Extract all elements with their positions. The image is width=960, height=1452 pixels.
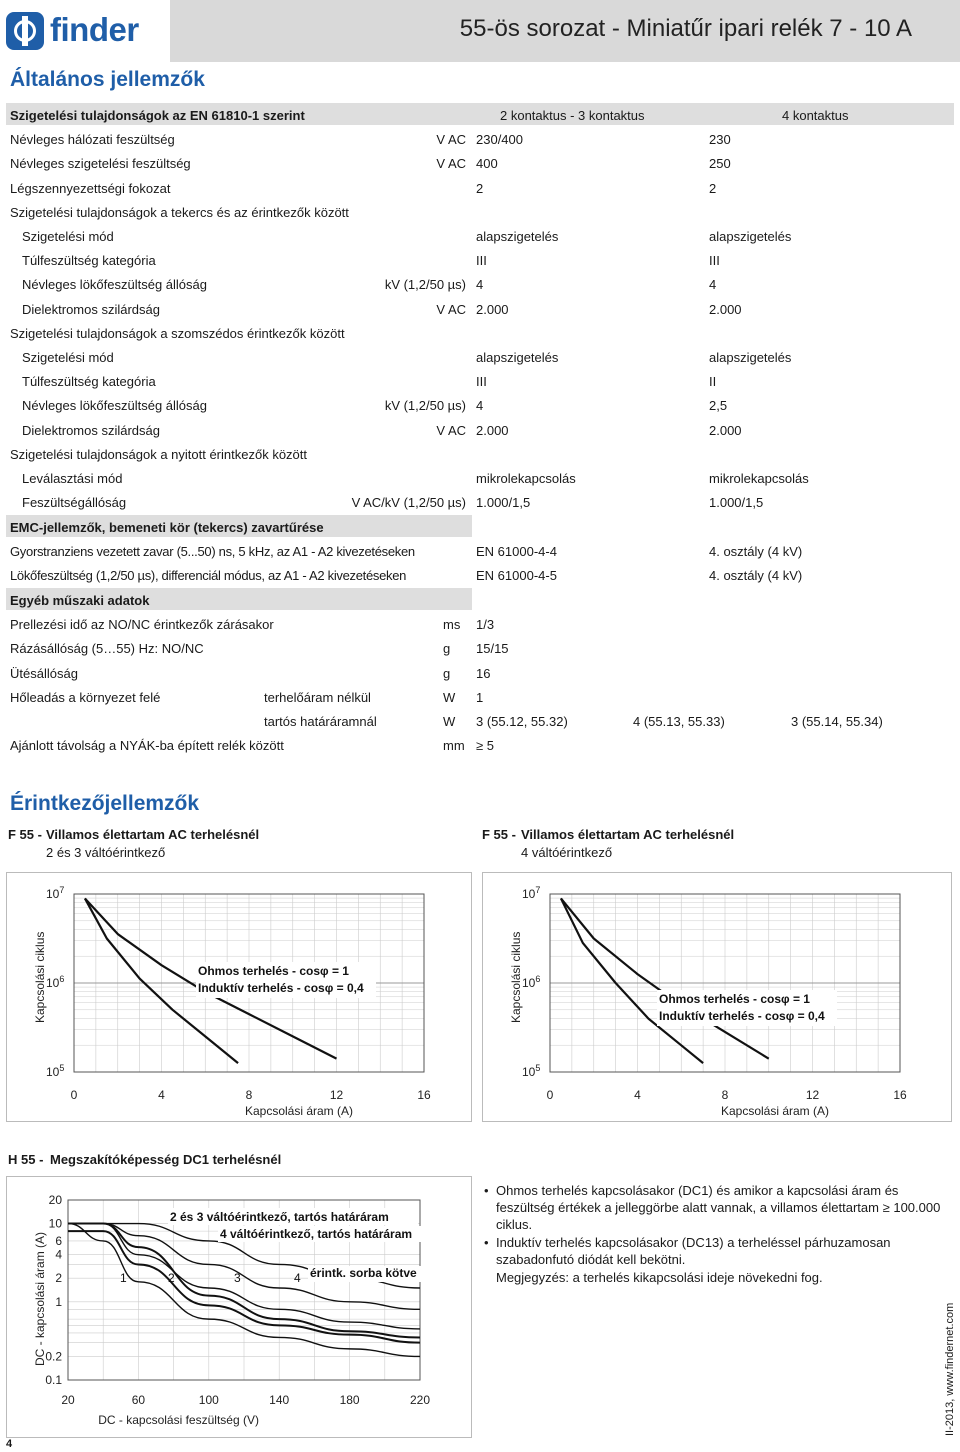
emc-row: [0, 564, 960, 588]
x-tick-label: 4: [634, 1088, 641, 1102]
spec-row: [0, 346, 960, 370]
y-tick-exp: 6: [535, 974, 541, 984]
spec-row-label: Szigetelési tulajdonságok a tekercs és az érintkezők között: [10, 204, 349, 220]
finder-logo: [6, 10, 156, 56]
curve-label-3: 3: [234, 1271, 241, 1285]
other-row: [0, 613, 960, 637]
y-tick-label: 2: [55, 1271, 62, 1286]
y-tick-exp: 6: [59, 974, 65, 984]
spec-row-value-a: 4: [476, 398, 484, 414]
x-tick-label: 180: [339, 1393, 360, 1407]
y-tick-label: [522, 885, 540, 901]
spec-row-label: Feszültségállóság: [22, 495, 127, 511]
spec-row-unit: V AC: [436, 422, 466, 438]
spec-row-label: Névleges szigetelési feszültség: [10, 156, 191, 172]
spec-row-label: Névleges lökőfeszültség állóság: [22, 277, 207, 293]
spec-row: [0, 370, 960, 394]
spec-row-value-a: alapszigetelés: [476, 229, 559, 244]
emc-row-label: Lökőfeszültség (1,2/50 µs), differenciál módus, az A1 - A2 kivezetéseken: [10, 567, 407, 583]
other-row-value-1: 1: [476, 689, 484, 705]
y-tick-label: [522, 974, 540, 990]
spec-row-label: Túlfeszültség kategória: [22, 253, 156, 269]
y-tick-label: [46, 1063, 64, 1079]
spec-row-label: Légszennyezettségi fokozat: [10, 180, 171, 196]
chart-f2-subtitle: 4 váltóérintkező: [521, 845, 613, 860]
x-tick-label: 0: [70, 1088, 78, 1102]
bullet-1-text: Ohmos terhelés kapcsolásakor (DC1) és amikor a kapcsolási áram és feszültség értékek a jelleggörbe alatt vannak, a villamos élettartam ≥ 100.000 ciklus.: [496, 1183, 941, 1232]
chart-f1-subtitle: 2 és 3 váltóérintkező: [46, 845, 166, 860]
spec-row-label: Szigetelési tulajdonságok a nyitott érintkezők között: [10, 446, 308, 462]
chart-legend: [196, 962, 376, 998]
spec-row-value-b: alapszigetelés: [709, 229, 792, 244]
spec-row: [0, 273, 960, 297]
spec-row-value-b: 2.000: [709, 301, 742, 317]
document-title: 55-ös sorozat - Miniatűr ipari relék 7 - 10 A: [459, 15, 912, 42]
x-axis-label: DC - kapcsolási feszültség (V): [98, 1413, 259, 1427]
x-tick-label: 60: [131, 1393, 146, 1407]
spec-row-value-b: 250: [709, 156, 731, 172]
other-row-unit: g: [443, 665, 451, 681]
other-row-value-1: 3 (55.12, 55.32): [476, 714, 568, 729]
spec-row-label: Névleges lökőfeszültség állóság: [22, 398, 207, 414]
spec-row-value-b: 230: [709, 132, 731, 148]
y-tick-label: [46, 974, 64, 990]
finder-logo-icon: [6, 12, 44, 50]
series-line-1: [561, 898, 769, 1058]
spec-row-unit: V AC: [436, 301, 466, 317]
other-row-unit: ms: [443, 617, 461, 633]
spec-row-value-b: III: [709, 253, 720, 269]
spec-row-value-b: 4: [709, 277, 717, 293]
other-row-value-1: 15/15: [476, 641, 509, 657]
y-tick-base: 10: [46, 976, 60, 990]
other-row-value-1: ≥ 5: [476, 738, 494, 754]
spec-header-col-a: 2 kontaktus - 3 kontaktus: [500, 108, 645, 123]
chart-f2-title: Villamos élettartam AC terhelésnél: [521, 827, 735, 842]
x-axis-label: Kapcsolási áram (A): [720, 1104, 830, 1118]
other-row: [0, 710, 960, 734]
x-axis-label: Kapcsolási áram (A): [244, 1104, 354, 1118]
other-row-value-1: 16: [476, 665, 491, 681]
annotation-series-connected: érintk. sorba kötve: [310, 1266, 417, 1280]
legend-entry-1: Ohmos terhelés - cosφ = 1: [659, 992, 810, 1006]
brand-name: finder: [50, 11, 139, 48]
y-tick-label: 4: [55, 1247, 62, 1262]
emc-row-value-b: 4. osztály (4 kV): [709, 567, 803, 583]
x-tick-label: 8: [245, 1088, 253, 1102]
emc-title-row: [0, 516, 960, 540]
spec-row-value-a: mikrolekapcsolás: [476, 471, 576, 486]
x-tick-label: 8: [721, 1088, 729, 1102]
x-tick-label: 100: [198, 1393, 219, 1407]
chart-f1-code: F 55 -: [8, 827, 42, 842]
chart-f2-code: F 55 -: [482, 827, 516, 842]
spec-header-col-b: 4 kontaktus: [782, 108, 849, 123]
y-tick-label: 20: [48, 1193, 62, 1207]
spec-row: [0, 128, 960, 152]
spec-row-label: Szigetelési mód: [22, 229, 114, 244]
spec-row: [0, 419, 960, 443]
other-row: [0, 662, 960, 686]
spec-row-value-a: 2.000: [476, 422, 509, 438]
spec-row-value-b: II: [709, 374, 717, 390]
spec-row: [0, 249, 960, 273]
chart-h-code: H 55 -: [8, 1152, 44, 1167]
spec-row-label: Dielektromos szilárdság: [22, 422, 160, 438]
spec-row: [0, 443, 960, 467]
other-row-unit: g: [443, 641, 451, 657]
other-row-unit: mm: [443, 738, 465, 754]
bullet-2: [482, 1234, 948, 1268]
legend-entry-1: Ohmos terhelés - cosφ = 1: [198, 964, 349, 978]
spec-row: [0, 152, 960, 176]
spec-row-label: Dielektromos szilárdság: [22, 301, 160, 317]
footer-side-text: II-2013, www.findernet.com: [944, 1302, 956, 1436]
other-row: [0, 686, 960, 710]
emc-row-label: Gyorstranziens vezetett zavar (5...50) ns, 5 kHz, az A1 - A2 kivezetéseken: [10, 543, 415, 559]
y-tick-label: 10: [48, 1216, 62, 1231]
spec-row-value-b: alapszigetelés: [709, 350, 792, 365]
y-tick-base: 10: [522, 976, 536, 990]
other-row-sublabel: terhelőáram nélkül: [264, 689, 371, 705]
spec-row-value-b: 1.000/1,5: [709, 495, 764, 511]
spec-row-value-a: 2: [476, 180, 484, 196]
x-tick-label: 20: [61, 1393, 75, 1407]
other-row-label: Ajánlott távolság a NYÁK-ba épített relék között: [10, 738, 284, 754]
bullet-2-text: Induktív terhelés kapcsolásakor (DC13) a terheléssel párhuzamosan szabadonfutó diódát kell bekötni.: [496, 1235, 891, 1267]
curve-label-4: 4: [294, 1271, 301, 1285]
y-tick-label: [46, 885, 64, 901]
other-title: Egyéb műszaki adatok: [10, 593, 150, 608]
spec-row-value-b: 2: [709, 180, 717, 196]
y-tick-base: 10: [46, 1065, 60, 1079]
spec-row: [0, 201, 960, 225]
x-tick-label: 12: [329, 1088, 344, 1102]
spec-row: [0, 225, 960, 249]
x-tick-label: 140: [269, 1393, 290, 1407]
legend-entry-2: Induktív terhelés - cosφ = 0,4: [198, 981, 364, 995]
x-tick-label: 16: [893, 1088, 907, 1102]
chart-f2: [482, 872, 952, 1122]
spec-row-value-a: 2.000: [476, 301, 509, 317]
x-tick-label: 0: [546, 1088, 554, 1102]
curve-label-1: 1: [120, 1271, 127, 1285]
bullet-dot: •: [484, 1183, 489, 1198]
y-tick-label: 0.1: [45, 1373, 62, 1387]
y-tick-label: [522, 1063, 540, 1079]
other-row: [0, 734, 960, 758]
spec-row-value-a: III: [476, 374, 487, 390]
y-tick-label: 1: [55, 1294, 62, 1309]
other-row-unit: W: [443, 714, 456, 729]
curve-label-2: 2: [168, 1271, 175, 1285]
x-tick-label: 220: [409, 1393, 431, 1407]
spec-row-unit: V AC: [436, 132, 466, 148]
spec-row: [0, 298, 960, 322]
spec-row: [0, 394, 960, 418]
y-tick-base: 10: [46, 887, 60, 901]
other-row-value-3: 3 (55.14, 55.34): [791, 714, 883, 729]
chart-f1-title: Villamos élettartam AC terhelésnél: [46, 827, 260, 842]
spec-row-unit: V AC/kV (1,2/50 µs): [351, 495, 466, 511]
emc-row-value-b: 4. osztály (4 kV): [709, 543, 803, 559]
y-tick-label: 0.2: [45, 1349, 62, 1364]
annotation-23-contacts: 2 és 3 váltóérintkező, tartós határáram: [170, 1210, 389, 1224]
y-tick-exp: 7: [535, 885, 541, 895]
bullet-1: [482, 1182, 948, 1233]
spec-row-label: Szigetelési mód: [22, 350, 114, 365]
y-tick-exp: 5: [535, 1063, 541, 1073]
other-row-value-1: 1/3: [476, 617, 495, 633]
other-row-unit: W: [443, 689, 456, 705]
spec-row: [0, 491, 960, 515]
spec-row: [0, 467, 960, 491]
other-row-label: Rázásállóság (5…55) Hz: NO/NC: [10, 641, 204, 657]
spec-row-value-a: III: [476, 253, 487, 269]
other-row-label: Prellezési idő az NO/NC érintkezők zárásakor: [10, 617, 274, 633]
spec-header-label: Szigetelési tulajdonságok az EN 61810-1 szerint: [10, 108, 305, 123]
spec-row-value-a: 1.000/1,5: [476, 495, 531, 511]
emc-row-value-a: EN 61000-4-4: [476, 543, 557, 559]
y-tick-base: 10: [522, 1065, 536, 1079]
emc-row-value-a: EN 61000-4-5: [476, 567, 557, 583]
other-row-label: Ütésállóság: [10, 665, 78, 681]
other-title-row: [0, 589, 960, 613]
chart-legend: [657, 990, 837, 1026]
spec-row-label: Szigetelési tulajdonságok a szomszédos érintkezők között: [10, 325, 345, 341]
spec-row-label: Névleges hálózati feszültség: [10, 132, 175, 148]
page-number: 4: [6, 1438, 13, 1450]
spec-row: [0, 322, 960, 346]
emc-title: EMC-jellemzők, bemeneti kör (tekercs) zavartűrése: [10, 520, 324, 536]
spec-row-value-a: 400: [476, 156, 498, 172]
spec-row-value-b: mikrolekapcsolás: [709, 471, 809, 486]
other-row-label: Hőleadás a környezet felé: [10, 689, 161, 705]
section-title-contact: Érintkezőjellemzők: [10, 792, 200, 815]
spec-row-label: Túlfeszültség kategória: [22, 374, 156, 390]
chart-h-title: Megszakítóképesség DC1 terhelésnél: [50, 1152, 282, 1167]
bullet-dot: •: [484, 1235, 489, 1250]
y-tick-label: 6: [55, 1233, 62, 1248]
spec-row-value-b: 2.000: [709, 422, 742, 438]
y-axis-label: Kapcsolási ciklus: [509, 931, 523, 1023]
other-row-sublabel: tartós határáramnál: [264, 714, 377, 729]
legend-entry-2: Induktív terhelés - cosφ = 0,4: [659, 1009, 825, 1023]
x-tick-label: 12: [805, 1088, 820, 1102]
x-tick-label: 4: [158, 1088, 165, 1102]
spec-header-row: [0, 104, 960, 128]
spec-row-value-a: 4: [476, 277, 484, 293]
other-row: [0, 637, 960, 661]
y-tick-base: 10: [522, 887, 536, 901]
chart-f1: [6, 872, 472, 1122]
spec-row: [0, 177, 960, 201]
note: Megjegyzés: a terhelés kikapcsolási ideje növekedni fog.: [496, 1270, 823, 1285]
spec-row-unit: V AC: [436, 156, 466, 172]
other-row-value-2: 4 (55.13, 55.33): [633, 714, 725, 729]
spec-row-value-b: 2,5: [709, 398, 728, 414]
emc-row: [0, 540, 960, 564]
y-tick-exp: 7: [59, 885, 65, 895]
spec-row-unit: kV (1,2/50 µs): [384, 277, 466, 293]
spec-row-label: Leválasztási mód: [22, 471, 123, 486]
annotation-4-contacts: 4 váltóérintkező, tartós határáram: [220, 1227, 413, 1241]
y-axis-label: DC - kapcsolási áram (A): [33, 1231, 47, 1366]
spec-row-unit: kV (1,2/50 µs): [384, 398, 466, 414]
section-title-general: Általános jellemzők: [10, 68, 205, 91]
y-tick-exp: 5: [59, 1063, 65, 1073]
spec-row-value-a: alapszigetelés: [476, 350, 559, 365]
y-axis-label: Kapcsolási ciklus: [33, 931, 47, 1023]
x-tick-label: 16: [417, 1088, 431, 1102]
chart-h: [6, 1176, 472, 1438]
spec-row-value-a: 230/400: [476, 132, 523, 148]
